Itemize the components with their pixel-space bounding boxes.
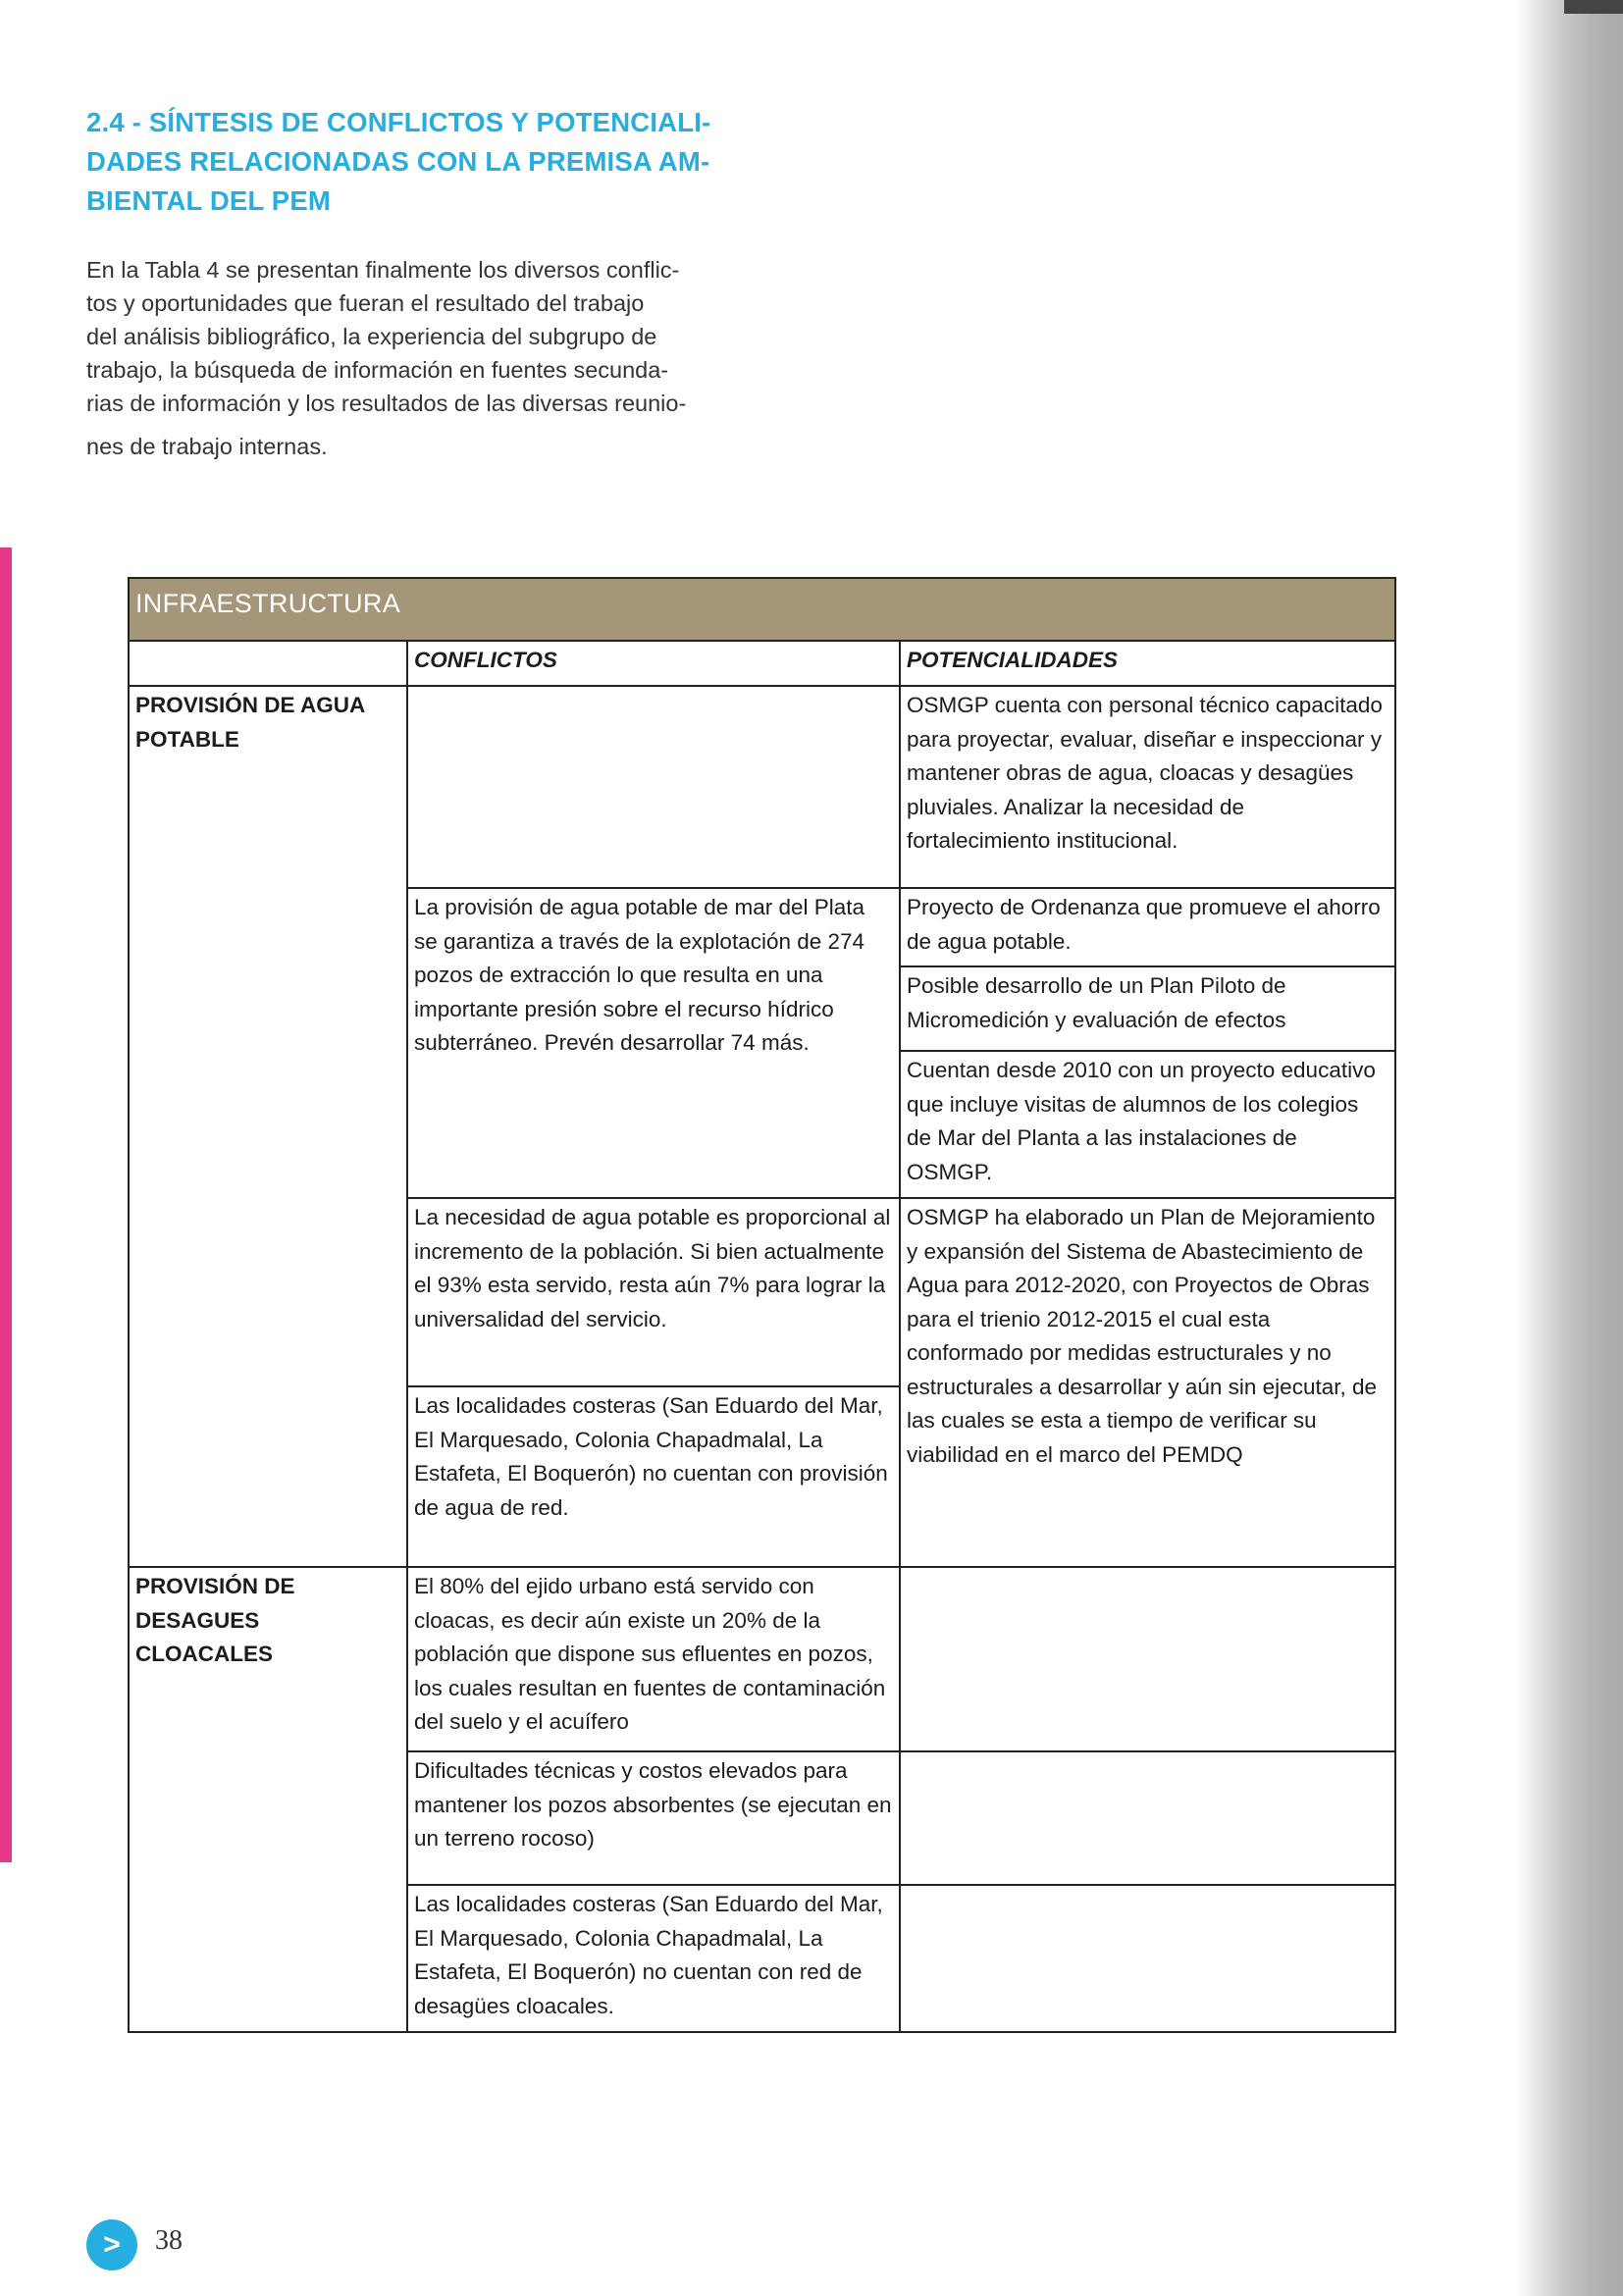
page-arrow-icon: >	[86, 2219, 137, 2270]
intro-line: En la Tabla 4 se presentan finalmente los diversos conflic-	[86, 257, 680, 283]
heading-line: 2.4 - SÍNTESIS DE CONFLICTOS Y POTENCIALI-	[86, 107, 711, 137]
potential-cell-empty	[900, 1567, 1395, 1751]
infrastructure-table	[128, 577, 1396, 2033]
conflict-cell: El 80% del ejido urbano está servido con cloacas, es decir aún existe un 20% de la población que dispone sus efluentes en pozos, los cuales resultan en fuentes de contaminación del suelo y el acuífero	[407, 1567, 900, 1751]
header-empty-cell	[129, 641, 407, 686]
potential-cell: OSMGP ha elaborado un Plan de Mejoramiento y expansión del Sistema de Abastecimiento de Agua para 2012-2020, con Proyectos de Obras para el trienio 2012-2015 el cual esta conformado por medidas estructurales y no estructurales a desarrollar y aún sin ejecutar, de las cuales se esta a tiempo de verificar su viabilidad en el marco del PEMDQ	[900, 1198, 1395, 1567]
page-number: 38	[155, 2225, 183, 2256]
intro-paragraph	[86, 253, 763, 463]
intro-line: del análisis bibliográfico, la experiencia del subgrupo de	[86, 324, 657, 349]
potential-cell-empty	[900, 1885, 1395, 2032]
potential-cell: Posible desarrollo de un Plan Piloto de Micromedición y evaluación de efectos	[900, 966, 1395, 1051]
intro-line: tos y oportunidades que fueran el resultado del trabajo	[86, 290, 645, 316]
section-heading	[86, 103, 773, 221]
conflict-cell: Dificultades técnicas y costos elevados para mantener los pozos absorbentes (se ejecutan en un terreno rocoso)	[407, 1751, 900, 1885]
intro-line: trabajo, la búsqueda de información en fuentes secunda-	[86, 357, 669, 383]
side-accent-bar	[0, 548, 12, 1862]
conflict-cell: Las localidades costeras (San Eduardo del Mar, El Marquesado, Colonia Chapadmalal, La Estafeta, El Boquerón) no cuentan con provisión de agua de red.	[407, 1386, 900, 1567]
potential-cell-empty	[900, 1751, 1395, 1885]
conflict-cell: La necesidad de agua potable es proporcional al incremento de la población. Si bien actualmente el 93% esta servido, resta aún 7% para lograr la universalidad del servicio.	[407, 1198, 900, 1386]
heading-line: BIENTAL DEL PEM	[86, 185, 331, 216]
row-label-cloacas: PROVISIÓN DE DESAGUES CLOACALES	[129, 1567, 407, 2032]
page-gutter-shadow	[1515, 0, 1623, 2296]
potential-cell: Proyecto de Ordenanza que promueve el ahorro de agua potable.	[900, 888, 1395, 966]
gutter-edge	[1564, 0, 1623, 14]
column-header-potencialidades: POTENCIALIDADES	[900, 641, 1395, 686]
intro-line: rias de información y los resultados de las diversas reunio-	[86, 391, 687, 416]
table-band-title: INFRAESTRUCTURA	[129, 578, 1395, 641]
heading-line: DADES RELACIONADAS CON LA PREMISA AM-	[86, 146, 710, 177]
conflict-cell-empty	[407, 686, 900, 888]
row-label-agua: PROVISIÓN DE AGUA POTABLE	[129, 686, 407, 1567]
conflict-cell: La provisión de agua potable de mar del Plata se garantiza a través de la explotación de 274 pozos de extracción lo que resulta en una importante presión sobre el recurso hídrico subterráneo. Prevén desarrollar 74 más.	[407, 888, 900, 1198]
intro-line: nes de trabajo internas.	[86, 434, 328, 459]
potential-cell: Cuentan desde 2010 con un proyecto educativo que incluye visitas de alumnos de los colegios de Mar del Planta a las instalaciones de OSMGP.	[900, 1051, 1395, 1198]
potential-cell: OSMGP cuenta con personal técnico capacitado para proyectar, evaluar, diseñar e inspeccionar y mantener obras de agua, cloacas y desagües pluviales. Analizar la necesidad de fortalecimiento institucional.	[900, 686, 1395, 888]
column-header-conflictos: CONFLICTOS	[407, 641, 900, 686]
conflict-cell: Las localidades costeras (San Eduardo del Mar, El Marquesado, Colonia Chapadmalal, La Estafeta, El Boquerón) no cuentan con red de desagües cloacales.	[407, 1885, 900, 2032]
